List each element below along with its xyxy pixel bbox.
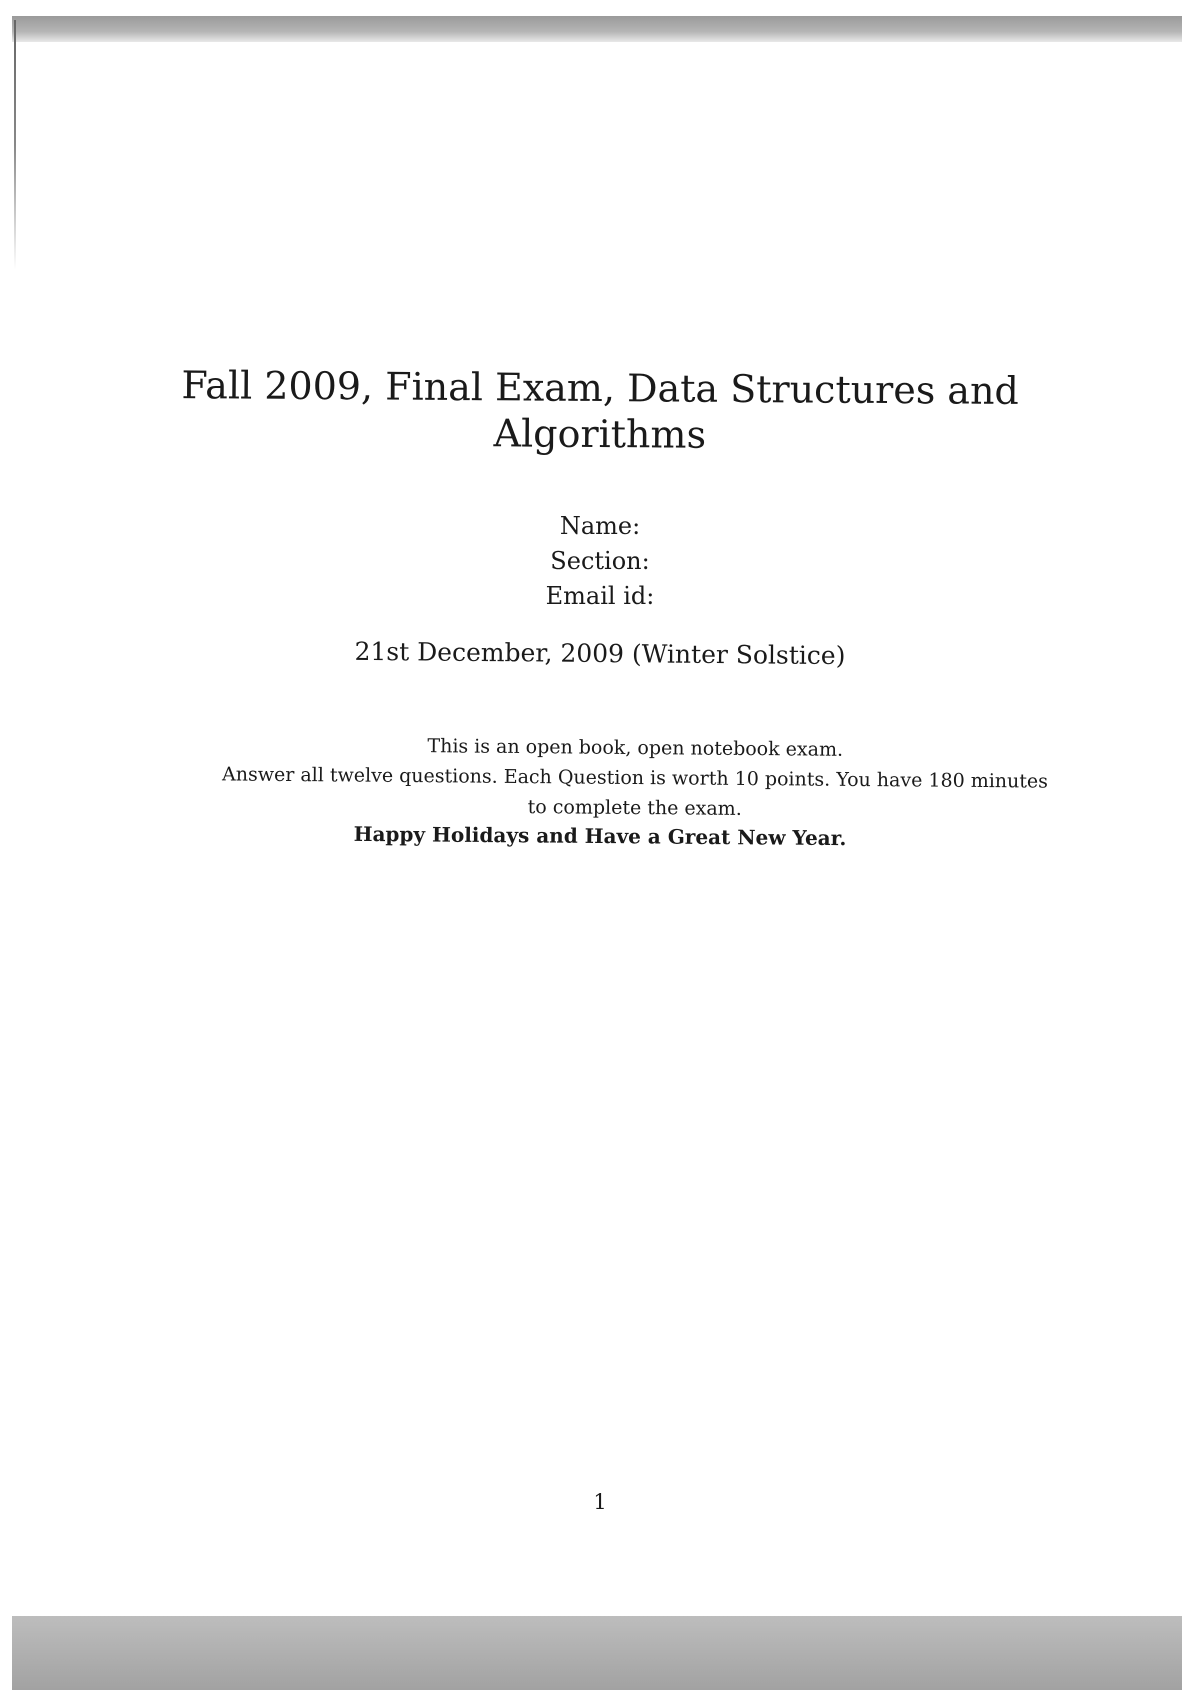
email-field-label: Email id: <box>545 582 655 610</box>
instruction-line-3: to complete the exam. <box>527 796 742 820</box>
exam-title-line-1: Fall 2009, Final Exam, Data Structures and <box>181 363 1019 413</box>
scan-shadow-bottom <box>12 1616 1182 1690</box>
section-field-label: Section: <box>550 547 650 575</box>
exam-date: 21st December, 2009 (Winter Solstice) <box>354 636 846 671</box>
instruction-line-1: This is an open book, open notebook exam. <box>427 735 844 761</box>
holiday-greeting: Happy Holidays and Have a Great New Year. <box>353 821 847 851</box>
scan-edge-left <box>14 20 16 270</box>
student-info-fields <box>0 509 1200 614</box>
exam-title <box>0 361 1200 461</box>
page-number: 1 <box>593 1490 607 1514</box>
instruction-line-2: Answer all twelve questions. Each Question is worth 10 points. You have 180 minutes <box>221 763 1049 793</box>
name-field-label: Name: <box>559 512 641 540</box>
exam-title-line-2: Algorithms <box>493 411 707 457</box>
exam-instructions <box>170 729 1101 827</box>
scan-shadow-top <box>12 16 1182 42</box>
